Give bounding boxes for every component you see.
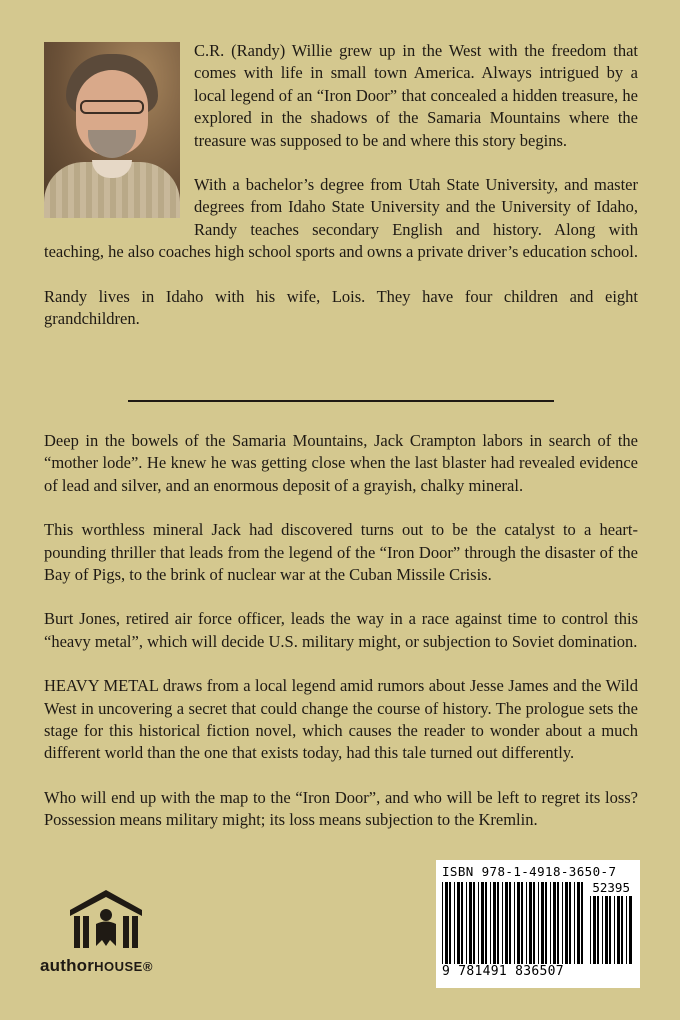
- price-barcode-bars: [590, 896, 634, 964]
- author-photo: [44, 42, 180, 218]
- registered-mark: ®: [142, 959, 153, 974]
- bio-paragraph-2: With a bachelor’s degree from Utah State University, and master degrees from Idaho State University and the University of Idaho, Randy teaches secondary English and history. Along with teaching, he also coaches high school sports and owns a private driver’s education school.: [44, 175, 638, 262]
- bio-paragraph-3: Randy lives in Idaho with his wife, Lois. They have four children and eight grandchildren.: [44, 286, 638, 329]
- bio-paragraph-1: C.R. (Randy) Willie grew up in the West with the freedom that comes with life in small town America. Always intrigued by a local legend of an “Iron Door” that concealed a hidden treasure, he explored in the shadows of the Samaria Mountains where the treasure was supposed to be and where this story begins.: [194, 41, 638, 150]
- blurb-paragraph-4: HEAVY METAL draws from a local legend amid rumors about Jesse James and the Wild West in uncovering a secret that could change the course of history. The prologue sets the stage for this historical fiction novel, which causes the reader to wonder about a much different world than the one that exists today, had this tale turned out differently.: [44, 676, 638, 763]
- blurb-paragraph-5: Who will end up with the map to the “Iron Door”, and who will be left to regret its loss? Possession means military might; its loss means subjection to the Kremlin.: [44, 787, 638, 830]
- barcode-bars: [442, 882, 584, 964]
- author-bio: [44, 40, 638, 330]
- blurb-paragraph-1: Deep in the bowels of the Samaria Mountains, Jack Crampton labors in search of the “mother lode”. He knew he was getting close when the last blaster had revealed evidence of lead and silver, and an enormous deposit of a grayish, chalky mineral.: [44, 431, 638, 495]
- blurb-paragraph-2: This worthless mineral Jack had discovered turns out to be the catalyst to a heart-pounding thriller that leads from the legend of the “Iron Door” through the disaster of the Bay of Pigs, to the brink of nuclear war at the Cuban Missile Crisis.: [44, 520, 638, 585]
- publisher-name-upper: HOUSE: [94, 959, 143, 974]
- price-code: 52395: [592, 880, 630, 895]
- section-divider: [128, 400, 554, 402]
- house-book-icon: [66, 888, 146, 950]
- barcode-digits: 9 781491 836507: [442, 964, 564, 979]
- publisher-name-lower: author: [40, 956, 95, 975]
- isbn-text: ISBN 978-1-4918-3650-7: [442, 864, 617, 879]
- isbn-barcode: [436, 860, 640, 988]
- publisher-logo: [40, 888, 200, 976]
- publisher-name: [40, 956, 200, 976]
- blurb-paragraph-3: Burt Jones, retired air force officer, leads the way in a race against time to control this “heavy metal”, which will decide U.S. military might, or subjection to Soviet domination.: [44, 609, 638, 651]
- book-blurb: [44, 430, 638, 832]
